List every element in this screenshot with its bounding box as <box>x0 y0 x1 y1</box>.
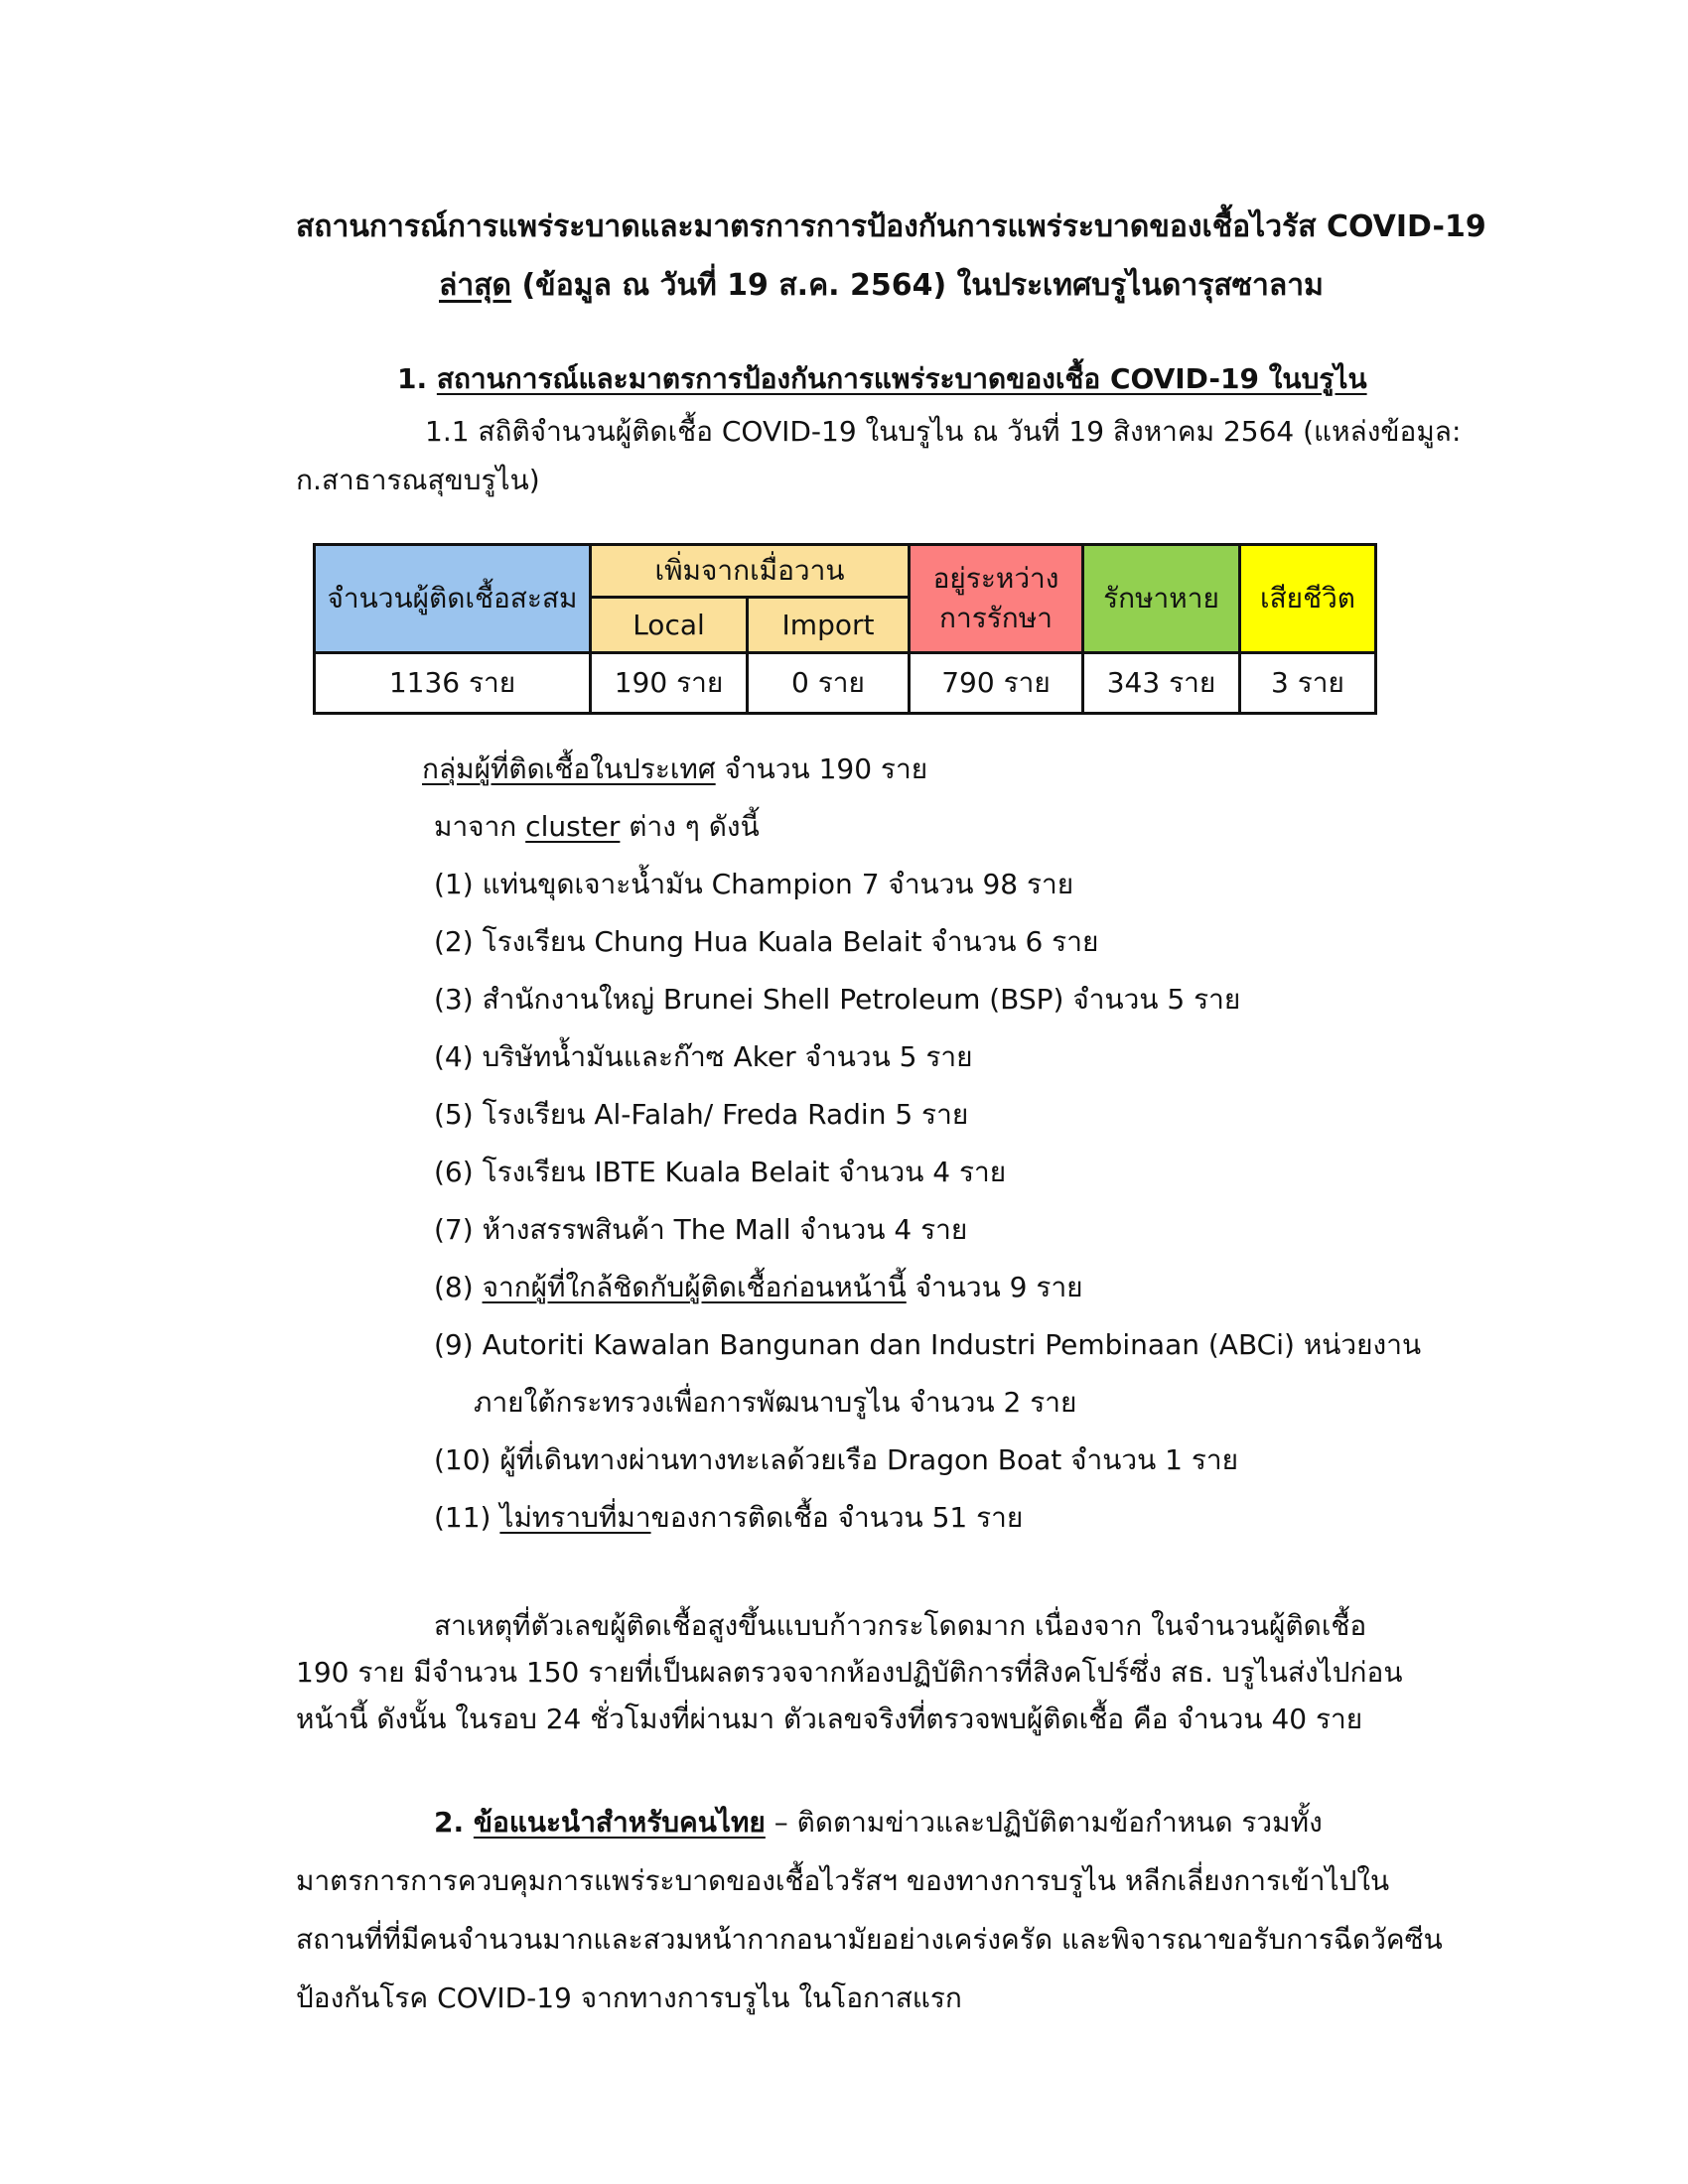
section-2-line-4: ป้องกันโรค COVID-19 จากทางการบรูไน ในโอกาสแรก <box>296 1981 962 2014</box>
header-treating <box>910 545 1083 653</box>
header-import: Import <box>748 598 910 653</box>
domestic-heading-rest: จำนวน 190 ราย <box>715 752 928 785</box>
cluster-item: (1) แท่นขุดเจาะน้ำมัน Champion 7 จำนวน 98 ราย <box>434 868 1074 900</box>
header-cumulative: จำนวนผู้ติดเชื้อสะสม <box>315 545 591 653</box>
header-local: Local <box>591 598 748 653</box>
covid-stats-table <box>313 543 1377 715</box>
header-increase: เพิ่มจากเมื่อวาน <box>591 545 910 598</box>
value-treating: 790 ราย <box>910 653 1083 714</box>
cluster-item-8-prefix: (8) <box>434 1271 483 1303</box>
cluster-item: (3) สำนักงานใหญ่ Brunei Shell Petroleum (BSP) จำนวน 5 ราย <box>434 983 1241 1016</box>
cluster-item: (2) โรงเรียน Chung Hua Kuala Belait จำนวน 6 ราย <box>434 925 1099 958</box>
cluster-item-11-underlined: ไม่ทราบที่มา <box>499 1501 651 1534</box>
header-deaths: เสียชีวิต <box>1240 545 1376 653</box>
section-2-number: 2. <box>434 1806 474 1839</box>
cluster-item-8-suffix: จำนวน 9 ราย <box>906 1271 1083 1303</box>
section-1-number: 1. <box>397 362 437 395</box>
title-line-1: สถานการณ์การแพร่ระบาดและมาตรการการป้องกันการแพร่ระบาดของเชื้อไวรัส COVID-19 <box>296 209 1486 244</box>
header-treating-line-1: อยู่ระหว่าง <box>932 562 1059 595</box>
title-latest: ล่าสุด <box>439 268 512 303</box>
cluster-item-11 <box>434 1496 1023 1540</box>
cluster-item-8-underlined: จากผู้ที่ใกล้ชิดกับผู้ติดเชื้อก่อนหน้านี้ <box>482 1271 907 1303</box>
reason-line-1: สาเหตุที่ตัวเลขผู้ติดเชื้อสูงขึ้นแบบก้าวกระโดดมาก เนื่องจาก ในจำนวนผู้ติดเชื้อ <box>434 1609 1367 1642</box>
section-1-1-line-1: 1.1 สถิติจำนวนผู้ติดเชื้อ COVID-19 ในบรูไน ณ วันที่ 19 สิงหาคม 2564 (แหล่งข้อมูล: <box>425 415 1462 448</box>
value-deaths: 3 ราย <box>1240 653 1376 714</box>
cluster-item-9-line-2: ภายใต้กระทรวงเพื่อการพัฒนาบรูไน จำนวน 2 ราย <box>474 1386 1077 1419</box>
cluster-item: (7) ห้างสรรพสินค้า The Mall จำนวน 4 ราย <box>434 1213 968 1246</box>
header-treating-line-2: การรักษา <box>939 602 1053 634</box>
value-recovered: 343 ราย <box>1083 653 1240 714</box>
cluster-item-10: (10) ผู้ที่เดินทางผ่านทางทะเลด้วยเรือ Dragon Boat จำนวน 1 ราย <box>434 1443 1239 1476</box>
value-local: 190 ราย <box>591 653 748 714</box>
title-line-2-rest: (ข้อมูล ณ วันที่ 19 ส.ค. 2564) ในประเทศบรูไนดารุสซาลาม <box>511 268 1324 303</box>
reason-line-3: หน้านี้ ดังนั้น ในรอบ 24 ชั่วโมงที่ผ่านมา ตัวเลขจริงที่ตรวจพบผู้ติดเชื้อ คือ จำนวน 40 ราย <box>296 1703 1363 1735</box>
section-1-1-line-2: ก.สาธารณสุขบรูไน) <box>296 464 540 496</box>
reason-line-2: 190 ราย มีจำนวน 150 รายที่เป็นผลตรวจจากห้องปฏิบัติการที่สิงคโปร์ซึ่ง สธ. บรูไนส่งไปก่อน <box>296 1656 1403 1689</box>
header-recovered: รักษาหาย <box>1083 545 1240 653</box>
section-2-dash-text: – ติดตามข่าวและปฏิบัติตามข้อกำหนด รวมทั้ง <box>765 1806 1323 1839</box>
domestic-intro-prefix: มาจาก <box>434 810 526 843</box>
value-import: 0 ราย <box>748 653 910 714</box>
cluster-item: (4) บริษัทน้ำมันและก๊าซ Aker จำนวน 5 ราย <box>434 1040 973 1073</box>
cluster-item: (5) โรงเรียน Al-Falah/ Freda Radin 5 ราย <box>434 1098 969 1131</box>
value-cumulative: 1136 ราย <box>315 653 591 714</box>
domestic-heading <box>422 748 927 791</box>
domestic-intro-cluster: cluster <box>525 810 621 843</box>
cluster-item-9-line-1: (9) Autoriti Kawalan Bangunan dan Industri Pembinaan (ABCi) หน่วยงาน <box>434 1328 1422 1361</box>
section-1-heading <box>397 357 1367 401</box>
title-line-2 <box>439 262 1324 309</box>
section-2-heading: ข้อแนะนำสำหรับคนไทย <box>473 1806 766 1839</box>
section-2-line-3: สถานที่ที่มีคนจำนวนมากและสวมหน้ากากอนามัยอย่างเคร่งครัด และพิจารณาขอรับการฉีดวัคซีน <box>296 1923 1443 1956</box>
domestic-intro <box>434 805 760 849</box>
cluster-item: (6) โรงเรียน IBTE Kuala Belait จำนวน 4 ราย <box>434 1156 1007 1188</box>
section-1-heading-text: สถานการณ์และมาตรการป้องกันการแพร่ระบาดของเชื้อ COVID-19 ในบรูไน <box>436 362 1367 395</box>
section-2-line-2: มาตรการการควบคุมการแพร่ระบาดของเชื้อไวรัสฯ ของทางการบรูไน หลีกเลี่ยงการเข้าไปใน <box>296 1864 1390 1897</box>
domestic-heading-underlined: กลุ่มผู้ที่ติดเชื้อในประเทศ <box>422 752 716 785</box>
cluster-item-8 <box>434 1266 1083 1309</box>
cluster-item-11-suffix: ของการติดเชื้อ จำนวน 51 ราย <box>650 1501 1024 1534</box>
cluster-item-11-prefix: (11) <box>434 1501 500 1534</box>
domestic-intro-suffix: ต่าง ๆ ดังนี้ <box>620 810 760 843</box>
section-2-line-1 <box>434 1801 1323 1844</box>
